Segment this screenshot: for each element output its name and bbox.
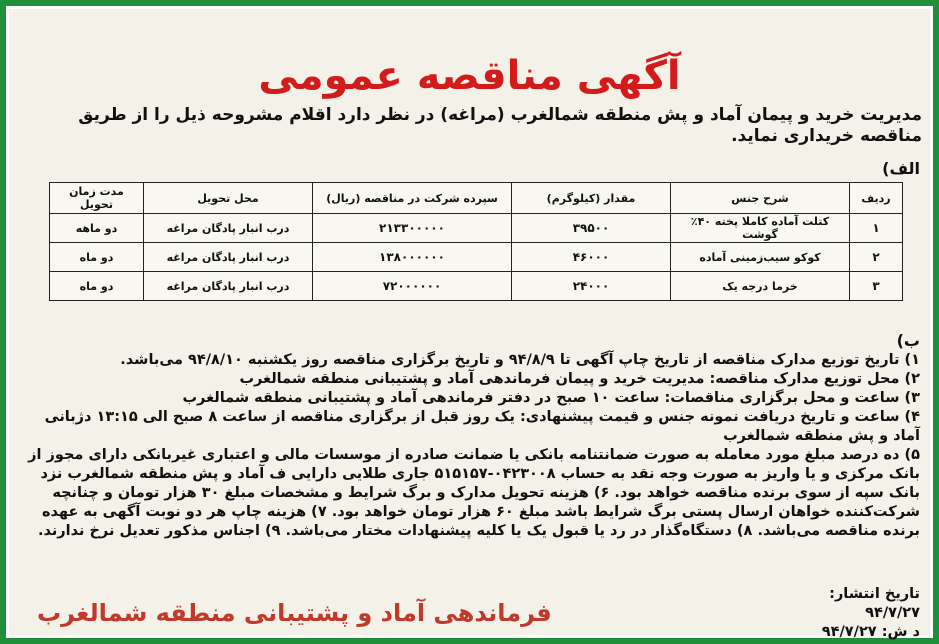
cell-row-no: ۲ — [850, 243, 903, 272]
table-header-row — [50, 183, 903, 214]
term-item: ۲) محل توزیع مدارک مناقصه: مدیریت خرید و پیمان فرماندهی آماد و پشتیبانی منطقه شمالغرب — [239, 371, 920, 387]
publication-date-line — [822, 585, 920, 604]
table-row — [50, 272, 903, 301]
cell-deposit: ۷۲۰۰۰۰۰۰ — [313, 272, 512, 301]
cell-row-no: ۳ — [850, 272, 903, 301]
table-row — [50, 214, 903, 243]
cell-description: کتلت آماده کاملا پخته ۴۰٪ گوشت — [671, 214, 850, 243]
terms-list — [19, 351, 920, 541]
notice-title: آگهی مناقصه عمومی — [258, 53, 681, 99]
notice-panel — [6, 6, 933, 638]
ds-date: ۹۴/۷/۲۷ — [821, 624, 877, 640]
cell-deposit: ۱۳۸۰۰۰۰۰۰ — [313, 243, 512, 272]
publication-info — [822, 585, 920, 642]
cell-delivery-time: دو ماهه — [50, 214, 144, 243]
publication-label: تاریخ انتشار: — [829, 586, 920, 602]
cell-delivery-time: دو ماه — [50, 243, 144, 272]
cell-deposit: ۲۱۳۳۰۰۰۰۰ — [313, 214, 512, 243]
items-table — [49, 182, 903, 301]
ds-label: د ش: — [881, 624, 920, 640]
col-header-description: شرح جنس — [671, 183, 850, 214]
col-header-quantity: مقدار (کیلوگرم) — [512, 183, 671, 214]
intro-paragraph: مدیریت خرید و پیمان آماد و پش منطقه شمالغرب (مراغه) در نظر دارد اقلام مشروحه ذیل را از طریق مناقصه خریداری نماید. — [78, 105, 922, 146]
term-item: ۵) ده درصد مبلغ مورد معامله به صورت ضمانتنامه بانکی یا ضمانت صادره از موسسات مالی و اعتباری غیربانکی دارای مجوز از بانک مرکزی و یا واریز به صورت وجه نقد به حساب ۰۴۲۳۰۰۸-۵۱۵۱۵۷ جاری طلایی دارایی ف آماد و پش منطقه شمالغرب نزد بانک سپه از سوی برنده مناقصه خواهد بود. ۶) هزینه تحویل مدارک و برگ شرایط و مشخصات مبلغ ۳۰ هزار تومان و چنانچه شرکت‌کننده خواهان ارسال پستی برگ شرایط باشد مبلغ ۶۰ هزار تومان خواهد بود. ۷) هزینه چاپ هر دو نوبت آگهی به عهده برنده مناقصه می‌باشد. ۸) دستگاه‌گذار در رد یا قبول یک یا کلیه پیشنهادات مختار می‌باشد. ۹) اجناس مذکور تعدیل نرخ ندارند. — [28, 447, 920, 539]
table-row — [50, 243, 903, 272]
cell-delivery-place: درب انبار پادگان مراغه — [144, 272, 313, 301]
term-item: ۳) ساعت و محل برگزاری مناقصات: ساعت ۱۰ صبح در دفتر فرماندهی آماد و پشتیبانی منطقه شمالغرب — [182, 390, 920, 406]
col-header-delivery-time: مدت زمان تحویل — [50, 183, 144, 214]
ds-line — [822, 623, 920, 642]
cell-quantity: ۳۹۵۰۰ — [512, 214, 671, 243]
cell-quantity: ۴۶۰۰۰ — [512, 243, 671, 272]
cell-quantity: ۲۴۰۰۰ — [512, 272, 671, 301]
footer-organization: فرماندهی آماد و پشتیبانی منطقه شمالغرب — [37, 599, 552, 627]
col-header-row-no: ردیف — [850, 183, 903, 214]
cell-delivery-place: درب انبار پادگان مراغه — [144, 214, 313, 243]
section-a-label: الف) — [882, 159, 920, 178]
section-b-label: ب) — [896, 331, 920, 350]
cell-description: خرما درجه یک — [671, 272, 850, 301]
term-item: ۴) ساعت و تاریخ دریافت نمونه جنس و قیمت پیشنهادی: یک روز قبل از برگزاری مناقصه از ساعت ۸ صبح الی ۱۳:۱۵ دژبانی آماد و پش منطقه شمالغرب — [44, 409, 920, 444]
col-header-deposit: سپرده شرکت در مناقصه (ریال) — [313, 183, 512, 214]
cell-delivery-time: دو ماه — [50, 272, 144, 301]
cell-description: کوکو سیب‌زمینی آماده — [671, 243, 850, 272]
term-item: ۱) تاریخ توزیع مدارک مناقصه از تاریخ چاپ آگهی تا ۹۴/۸/۹ و تاریخ برگزاری مناقصه روز یکشنبه ۹۴/۸/۱۰ می‌باشد. — [120, 352, 920, 368]
cell-delivery-place: درب انبار پادگان مراغه — [144, 243, 313, 272]
publication-date: ۹۴/۷/۲۷ — [865, 605, 920, 621]
col-header-delivery-place: محل تحویل — [144, 183, 313, 214]
cell-row-no: ۱ — [850, 214, 903, 243]
